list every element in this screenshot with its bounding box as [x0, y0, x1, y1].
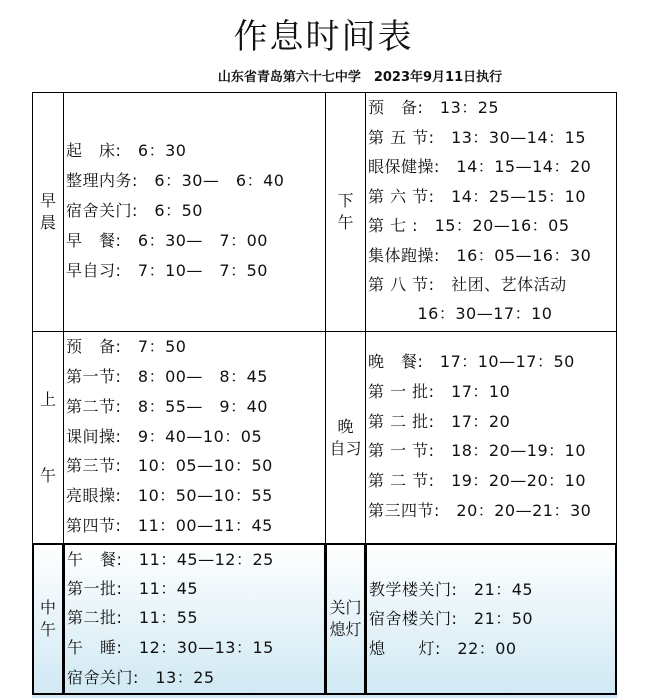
- afternoon-line-5: 第 七 : 15：20—16：05: [368, 216, 570, 235]
- morning-schedule: [63, 92, 326, 332]
- evening-label: [325, 331, 366, 544]
- forenoon-line-3: 第二节: 8：55— 9：40: [66, 397, 268, 416]
- forenoon-line-1: 预 备: 7：50: [66, 337, 187, 356]
- afternoon-label: [325, 92, 366, 332]
- lights-line-3: 熄 灯: 22：00: [369, 639, 517, 658]
- page-title: 作息时间表: [233, 17, 414, 57]
- afternoon-line-3: 眼保健操: 14：15—14：20: [368, 157, 592, 176]
- afternoon-line-8: 16：30—17：10: [368, 304, 553, 323]
- noon-label: [32, 543, 64, 695]
- school-date-subtitle: 山东省青岛第六十七中学 2023年9月11日执行: [217, 70, 503, 85]
- morning-line-1: 起 床: 6：30: [66, 141, 187, 160]
- noon-line-1: 午 餐: 11：45—12：25: [67, 550, 274, 569]
- afternoon-line-4: 第 六 节: 14：25—15：10: [368, 187, 587, 206]
- forenoon-label-line-2: 午: [39, 465, 56, 485]
- afternoon-line-6: 集体跑操: 16：05—16：30: [368, 246, 592, 265]
- noon-schedule: [63, 543, 326, 695]
- forenoon-line-4: 课间操: 9：40—10：05: [66, 427, 263, 446]
- lights-label-line-2: 熄灯: [329, 620, 362, 639]
- evening-schedule: [365, 331, 617, 544]
- afternoon-label-line-1: 下: [337, 191, 354, 210]
- evening-line-5: 第 二 节: 19：20—20：10: [368, 471, 587, 490]
- noon-label-line-1: 中: [39, 598, 56, 617]
- forenoon-line-2: 第一节: 8：00— 8：45: [66, 367, 268, 386]
- noon-line-3: 第二批: 11：55: [67, 608, 199, 627]
- forenoon-line-5: 第三节: 10：05—10：50: [66, 456, 273, 475]
- morning-line-5: 早自习: 7：10— 7：50: [66, 261, 268, 280]
- evening-line-3: 第 二 批: 17：20: [368, 412, 511, 431]
- forenoon-label: [32, 331, 64, 544]
- evening-line-4: 第 一 节: 18：20—19：10: [368, 441, 587, 460]
- afternoon-schedule: [365, 92, 617, 332]
- afternoon-line-1: 预 备: 13：25: [368, 98, 500, 117]
- noon-line-4: 午 睡: 12：30—13：15: [67, 638, 274, 657]
- evening-line-6: 第三四节: 20：20—21：30: [368, 501, 592, 520]
- morning-line-2: 整理内务: 6：30— 6：40: [66, 171, 285, 190]
- forenoon-line-6: 亮眼操: 10：50—10：55: [66, 486, 273, 505]
- forenoon-line-7: 第四节: 11：00—11：45: [66, 516, 273, 535]
- evening-label-line-1: 晚: [337, 416, 354, 436]
- evening-line-2: 第 一 批: 17：10: [368, 382, 511, 401]
- morning-line-3: 宿舍关门: 6：50: [66, 201, 203, 220]
- morning-line-4: 早 餐: 6：30— 7：00: [66, 231, 268, 250]
- morning-label: [32, 92, 64, 332]
- noon-line-2: 第一批: 11：45: [67, 579, 199, 598]
- afternoon-line-7: 第 八 节: 社团、艺体活动: [368, 275, 567, 294]
- lights-label: [325, 543, 366, 695]
- lights-line-2: 宿舍楼关门: 21：50: [369, 609, 534, 628]
- noon-line-5: 宿舍关门: 13：25: [67, 668, 215, 687]
- lights-label-line-1: 关门: [329, 598, 362, 617]
- afternoon-label-line-2: 午: [337, 213, 354, 232]
- morning-label-line-1: 早: [39, 191, 56, 210]
- afternoon-line-2: 第 五 节: 13：30—14：15: [368, 128, 587, 147]
- forenoon-schedule: [63, 331, 326, 544]
- morning-label-line-2: 晨: [39, 213, 56, 232]
- lights-schedule: [365, 543, 617, 695]
- noon-label-line-2: 午: [39, 620, 56, 639]
- lights-line-1: 教学楼关门: 21：45: [369, 580, 534, 599]
- forenoon-label-line-1: 上: [39, 389, 56, 409]
- evening-line-1: 晚 餐: 17：10—17：50: [368, 352, 575, 371]
- evening-label-line-2: 自习: [329, 438, 362, 458]
